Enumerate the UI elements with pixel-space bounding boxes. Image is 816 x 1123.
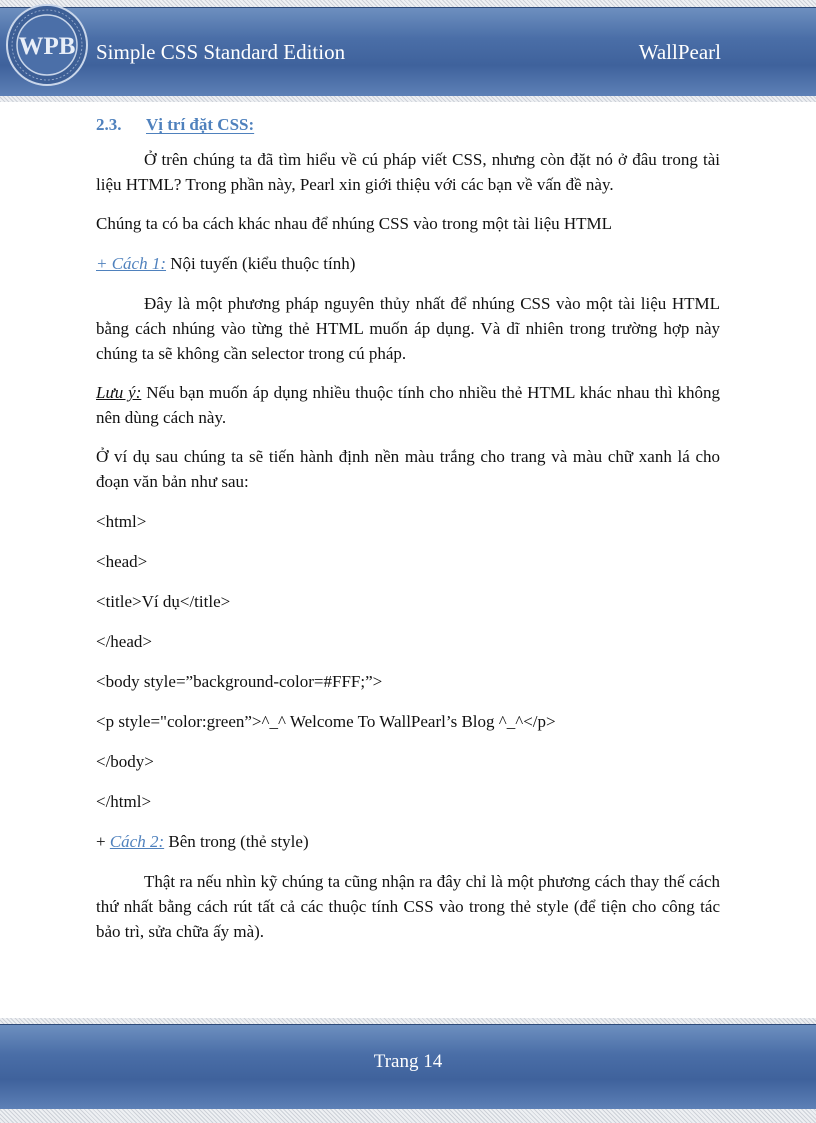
note-label: Lưu ý: [96,383,142,402]
method2-link[interactable]: Cách 2: [109,832,165,851]
note-paragraph [96,380,720,430]
method2-prefix: + [96,832,110,851]
header-brand: WallPearl [638,40,721,64]
method2-text: Bên trong (thẻ style) [164,832,309,851]
page-number: Trang 14 [373,1051,443,1072]
paragraph-intro: Ở trên chúng ta đã tìm hiểu về cú pháp viết CSS, nhưng còn đặt nó ở đâu trong tài liệu HTML? Trong phần này, Pearl xin giới thiệu với các bạn về vấn đề này. [96,150,720,194]
code-line: </body> [96,752,154,771]
page-content [96,112,720,944]
header-hatch-bottom [0,96,816,102]
paragraph-method1: Đây là một phương pháp nguyên thủy nhất để nhúng CSS vào một tài liệu HTML bằng cách nhúng vào từng thẻ HTML muốn áp dụng. Và dĩ nhiên trong trường hợp này chúng ta sẽ không cần selector trong cú pháp. [96,294,720,363]
code-line: </html> [96,792,152,811]
note-text: Nếu bạn muốn áp dụng nhiều thuộc tính cho nhiều thẻ HTML khác nhau thì không nên dùng cách này. [96,383,720,427]
section-number: 2.3. [96,115,122,134]
logo-text: WPB [18,33,76,60]
method1-text: Nội tuyến (kiểu thuộc tính) [166,254,356,273]
method1-line [96,251,720,276]
header-hatch [0,0,816,8]
paragraph-example: Ở ví dụ sau chúng ta sẽ tiến hành định nền màu trắng cho trang và màu chữ xanh lá cho đoạn văn bản như sau: [96,447,720,491]
code-line: <p style="color:green”>^_^ Welcome To WallPearl’s Blog ^_^</p> [96,712,556,731]
section-heading [96,112,720,137]
footer-hatch-bottom [0,1109,816,1123]
footer-hatch [0,1018,816,1025]
method2-line [96,829,720,854]
paragraph-methods: Chúng ta có ba cách khác nhau để nhúng CSS vào trong một tài liệu HTML [96,214,613,233]
code-line: <body style=”background-color=#FFF;”> [96,672,383,691]
section-title: Vị trí đặt CSS: [146,115,255,134]
code-line: <head> [96,552,148,571]
code-line: <html> [96,512,147,531]
header-title: Simple CSS Standard Edition [96,40,346,64]
code-line: </head> [96,632,152,651]
method1-link[interactable]: + Cách 1: [96,254,167,273]
code-line: <title>Ví dụ</title> [96,592,231,611]
paragraph-method2: Thật ra nếu nhìn kỹ chúng ta cũng nhận ra đây chỉ là một phương cách thay thế cách thứ nhất bằng cách rút tất cả các thuộc tính CSS vào trong thẻ style (để tiện cho công tác bảo trì, sửa chữa ấy mà). [96,872,720,941]
wpb-logo-icon [4,2,90,88]
